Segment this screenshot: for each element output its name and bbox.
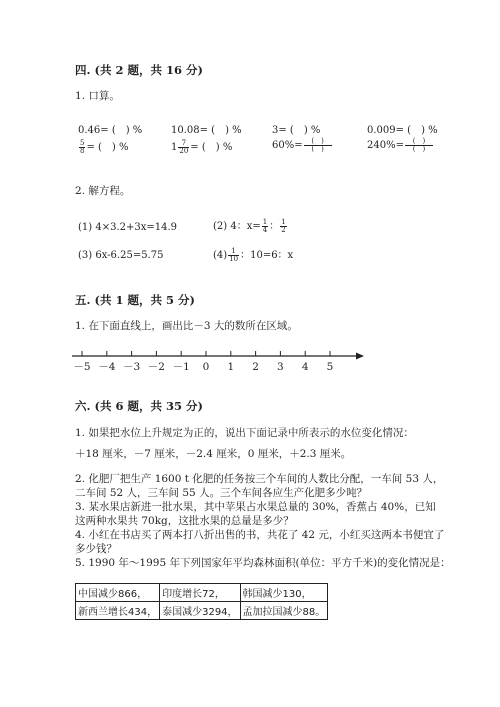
blank-fraction: $\frac{( )}{( )}$ [304, 138, 332, 153]
question-solve-equations: 2. 解方程。 [75, 185, 131, 197]
section-5-title: 五. (共 1 题，共 5 分) [75, 293, 195, 307]
number-line-tick-label: 3 [277, 361, 284, 373]
water-level-values: ＋18 厘米，－7 厘米，－2.4 厘米，0 厘米，＋2.3 厘米。 [75, 448, 352, 460]
calc-item-c: 3= ( ) % [272, 125, 321, 136]
calc-item-d: 0.009= ( ) % [367, 125, 438, 136]
section-6-title: 六. (共 6 题，共 35 分) [75, 399, 203, 413]
number-line-tick-label: －3 [123, 361, 141, 373]
question-fertilizer-line2: 二车间 52 人，三车间 55 人。三个车间各应生产化肥多少吨？ [75, 487, 368, 499]
calc-item-f: 1 $\frac{7}{20}$ = ( ) % [171, 139, 233, 155]
forest-change-table [75, 583, 328, 620]
section-4-title: 四. (共 2 题，共 16 分) [75, 63, 203, 77]
question-fertilizer-line1: 2. 化肥厂把生产 1600 t 化肥的任务按三个车间的人数比分配，一车间 53 人， [75, 473, 444, 485]
table-cell: 泰国减少3294， [160, 602, 240, 620]
table-cell: 印度增长72， [160, 584, 240, 602]
equation-3: (3) 6x-6.25=5.75 [78, 250, 164, 261]
number-line-tick-label: 1 [227, 361, 235, 373]
number-line-arrow [356, 353, 364, 360]
number-line-tick-label: 5 [326, 361, 334, 373]
number-line-ticks [73, 351, 333, 373]
question-mental-math: 1. 口算。 [75, 90, 120, 102]
number-line-tick-label: 0 [202, 361, 210, 373]
number-line-tick-label: 4 [301, 361, 309, 373]
question-fruit-line1: 3. 某水果店新进一批水果，其中苹果占水果总量的 30%，香蕉占 40%，已知 [75, 501, 436, 513]
calc-item-a: 0.46= ( ) % [78, 125, 143, 136]
number-line-tick-label: －1 [172, 361, 190, 373]
number-line-tick-label: －4 [98, 361, 116, 373]
number-line-tick-label: －2 [147, 361, 165, 373]
table-row [76, 584, 328, 602]
equation-2: (2) 4：x= $\frac{1}{4}$ ： $\frac{1}{2}$ [213, 218, 286, 234]
calc-item-b: 10.08= ( ) % [171, 125, 242, 136]
question-fruit-line2: 这两种水果共 70kg，这批水果的总量是多少？ [75, 515, 294, 527]
number-line-tick-label: －5 [73, 361, 91, 373]
calc-item-h: 240%= $\frac{( )}{( )}$ [367, 138, 434, 153]
fraction: $\frac{5}{8}$ [80, 139, 85, 155]
fraction: $\frac{7}{20}$ [179, 139, 189, 155]
number-line-tick-label: 2 [252, 361, 259, 373]
question-number-line: 1. 在下面直线上，画出比－3 大的数所在区域。 [75, 320, 298, 332]
table-cell: 新西兰增长434， [76, 602, 160, 620]
table-cell: 韩国减少130， [240, 584, 328, 602]
question-books-line1: 4. 小红在书店买了两本打八折出售的书，共花了 42 元，小红买这两本书便宜了 [75, 529, 445, 541]
equation-1: (1) 4×3.2+3x=14.9 [78, 222, 178, 233]
question-books-line2: 多少钱？ [75, 543, 117, 555]
table-cell: 中国减少866， [76, 584, 160, 602]
question-water-level: 1. 如果把水位上升规定为正的，说出下面记录中所表示的水位变化情况： [75, 427, 414, 439]
calc-item-g: 60%= $\frac{( )}{( )}$ [272, 138, 333, 153]
question-forest: 5. 1990 年～1995 年下列国家年平均森林面积(单位：平方千米)的变化情况是： [75, 557, 451, 569]
blank-fraction: $\frac{( )}{( )}$ [405, 138, 433, 153]
table-row [76, 602, 328, 620]
equation-4: (4) $\frac{1}{10}$ ：10=6：x [213, 247, 294, 263]
calc-item-e: $\frac{5}{8}$ = ( ) % [80, 139, 129, 155]
table-cell: 孟加拉国减少88。 [240, 602, 328, 620]
